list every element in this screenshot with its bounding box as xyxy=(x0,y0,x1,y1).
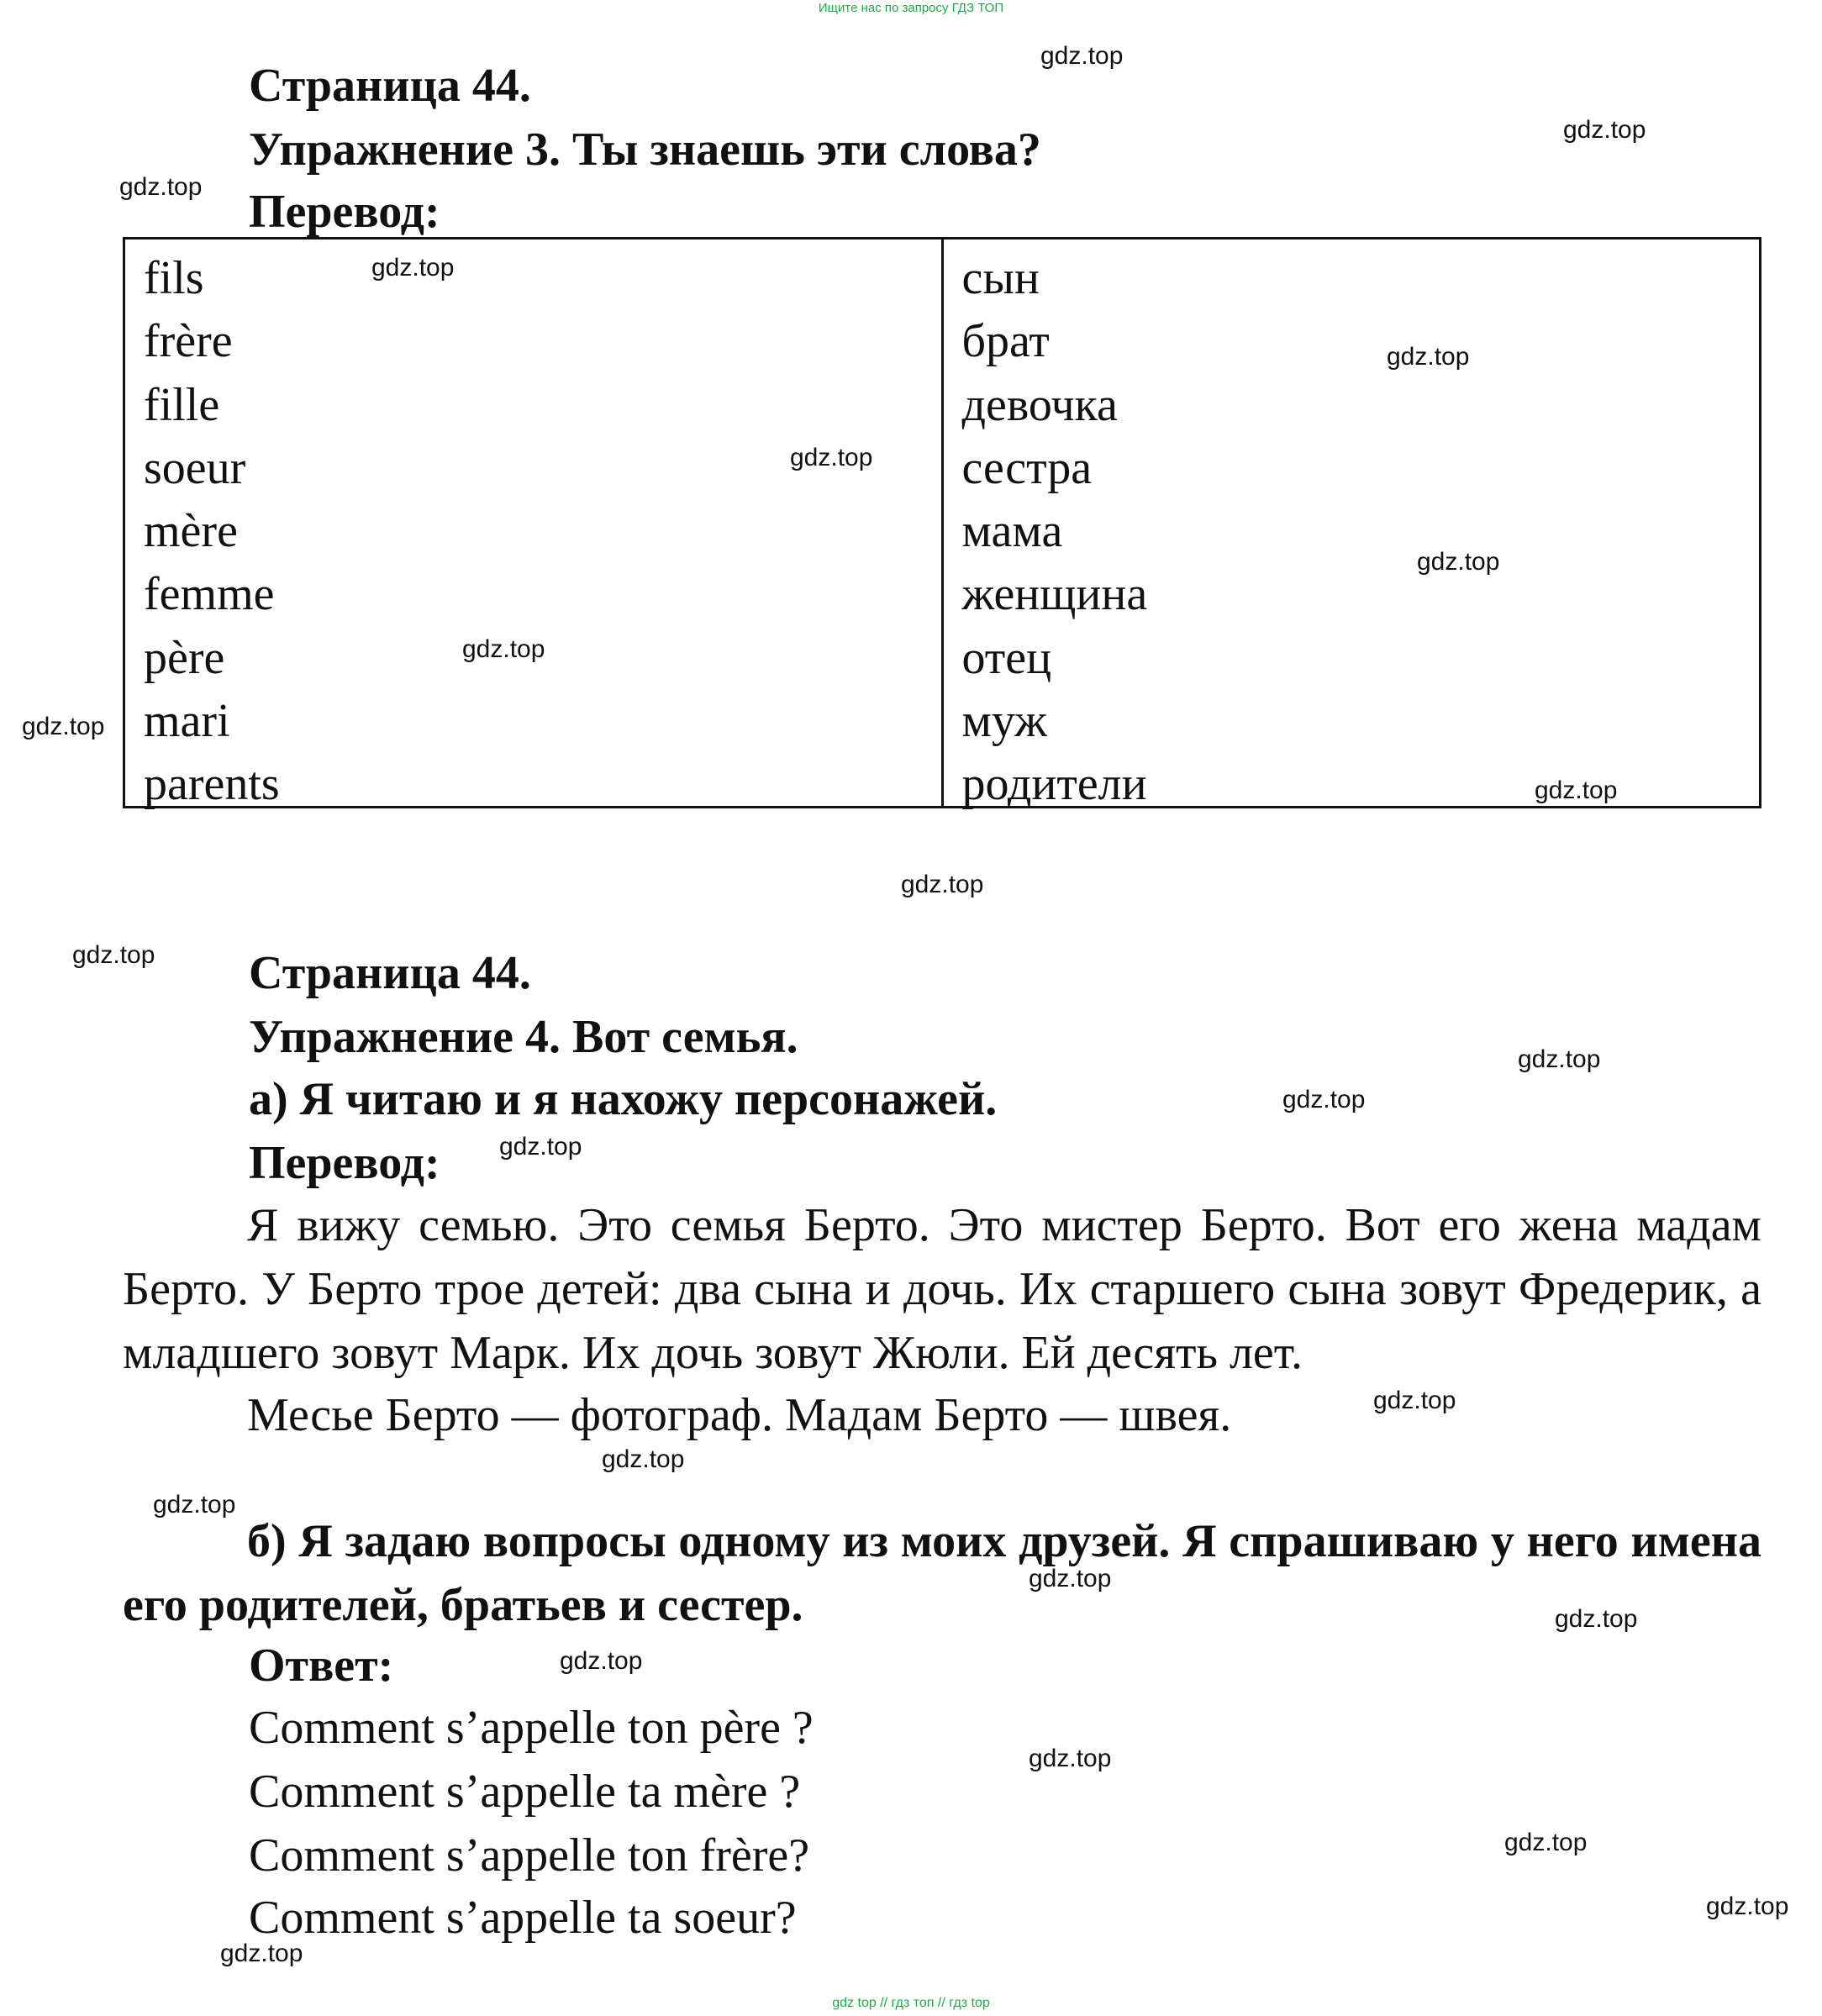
watermark: gdz.top xyxy=(1535,776,1618,804)
answer-line: Comment s’appelle ta mère ? xyxy=(249,1766,801,1818)
french-word: fille xyxy=(144,378,220,431)
top-banner: Ищите нас по запросу ГДЗ ТОП xyxy=(818,1,1004,15)
watermark: gdz.top xyxy=(790,444,873,471)
ex4-title: Упражнение 4. Вот семья. xyxy=(249,1011,798,1063)
french-word: mère xyxy=(144,505,238,558)
french-word: femme xyxy=(144,568,275,621)
watermark: gdz.top xyxy=(1504,1829,1588,1856)
watermark: gdz.top xyxy=(1040,42,1124,70)
answer-line: Comment s’appelle ta soeur? xyxy=(249,1892,797,1944)
footer-watermark: gdz top // гдз топ // гдз top xyxy=(832,1996,990,2010)
ex4-page-heading: Страница 44. xyxy=(249,947,531,999)
russian-word: муж xyxy=(961,695,1047,748)
ex4a-title: а) Я читаю и я нахожу персонажей. xyxy=(249,1073,998,1125)
russian-word: брат xyxy=(961,315,1050,368)
watermark: gdz.top xyxy=(72,941,155,969)
watermark: gdz.top xyxy=(1518,1045,1601,1073)
ex4a-occupation-text: Месье Берто — фотограф. Мадам Берто — швея. xyxy=(247,1389,1232,1441)
french-word: soeur xyxy=(144,441,246,494)
french-column xyxy=(125,239,941,811)
russian-column xyxy=(941,239,1760,811)
ex3-page-heading: Страница 44. xyxy=(249,60,531,112)
vocabulary-table xyxy=(123,237,1761,811)
answer-line: Comment s’appelle ton père ? xyxy=(249,1702,814,1754)
french-word: mari xyxy=(144,695,230,748)
watermark: gdz.top xyxy=(1563,116,1646,144)
watermark: gdz.top xyxy=(1706,1892,1789,1920)
french-word: fils xyxy=(144,252,204,304)
french-word: père xyxy=(144,631,225,684)
ex3-translation-label: Перевод: xyxy=(249,186,440,238)
watermark: gdz.top xyxy=(462,635,545,663)
answer-line: Comment s’appelle ton frère? xyxy=(249,1829,810,1882)
watermark: gdz.top xyxy=(220,1940,303,1967)
russian-word: отец xyxy=(961,631,1052,684)
french-word: parents xyxy=(144,758,280,811)
watermark: gdz.top xyxy=(1029,1745,1112,1772)
russian-word: сестра xyxy=(961,441,1093,494)
ex4b-answer-label: Ответ: xyxy=(249,1640,394,1692)
russian-word: мама xyxy=(961,505,1063,558)
watermark: gdz.top xyxy=(1373,1387,1456,1414)
watermark: gdz.top xyxy=(560,1647,643,1675)
watermark: gdz.top xyxy=(1282,1086,1366,1113)
watermark: gdz.top xyxy=(499,1133,582,1161)
watermark: gdz.top xyxy=(1029,1565,1112,1592)
russian-word: девочка xyxy=(961,378,1118,431)
watermark: gdz.top xyxy=(1417,548,1500,576)
watermark: gdz.top xyxy=(901,871,984,898)
watermark: gdz.top xyxy=(602,1445,685,1473)
watermark: gdz.top xyxy=(119,173,203,201)
watermark: gdz.top xyxy=(371,254,455,282)
ex4a-translation-label: Перевод: xyxy=(249,1137,440,1189)
russian-word: родители xyxy=(961,758,1147,811)
russian-word: женщина xyxy=(961,568,1148,621)
watermark: gdz.top xyxy=(153,1491,236,1519)
watermark: gdz.top xyxy=(1387,343,1470,371)
watermark: gdz.top xyxy=(1555,1605,1638,1633)
ex3-title: Упражнение 3. Ты знаешь эти слова? xyxy=(249,124,1041,176)
watermark: gdz.top xyxy=(22,713,105,740)
ex4b-title: б) Я задаю вопросы одному из моих друзей. Я спрашиваю у него имена его родителей, братьев и сестер. xyxy=(123,1515,1761,1631)
ex4a-translation-text: Я вижу семью. Это семья Берто. Это мистер Берто. Вот его жена мадам Берто. У Берто трое детей: два сына и дочь. Их старшего сына зовут Фредерик, а младшего зовут Марк. Их дочь зовут Жюли. Ей десять лет. xyxy=(123,1199,1761,1379)
russian-word: сын xyxy=(961,252,1040,304)
french-word: frère xyxy=(144,315,233,368)
